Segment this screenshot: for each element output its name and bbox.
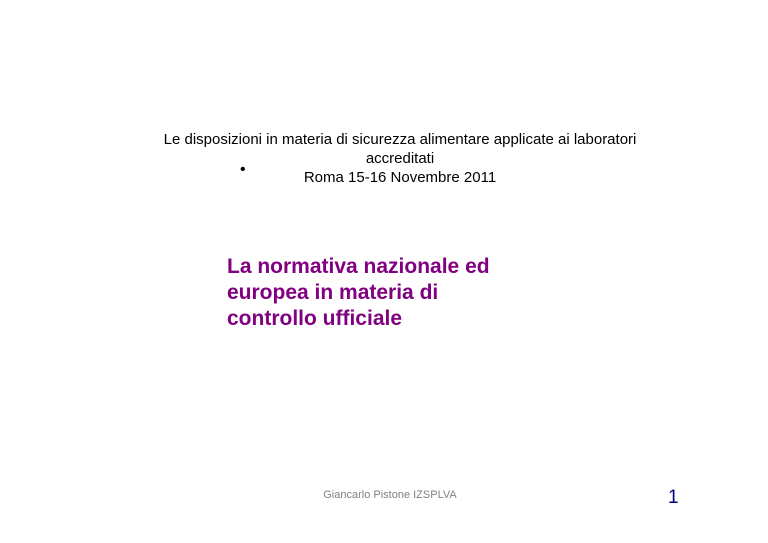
title-line: europea in materia di xyxy=(227,281,439,304)
slide-footer: Giancarlo Pistone IZSPLVA xyxy=(323,489,457,501)
title-line: La normativa nazionale ed xyxy=(227,255,490,278)
title-line: controllo ufficiale xyxy=(227,307,403,330)
subtitle-line: Le disposizioni in materia di sicurezza alimentare applicate ai laboratori xyxy=(163,131,637,148)
bullet-point: • xyxy=(240,161,246,178)
subtitle-line: accreditati xyxy=(365,150,435,167)
page-number: 1 xyxy=(668,487,679,508)
slide-subtitle xyxy=(130,130,670,187)
slide-title xyxy=(227,254,557,332)
subtitle-line: Roma 15-16 Novembre 2011 xyxy=(303,169,497,186)
